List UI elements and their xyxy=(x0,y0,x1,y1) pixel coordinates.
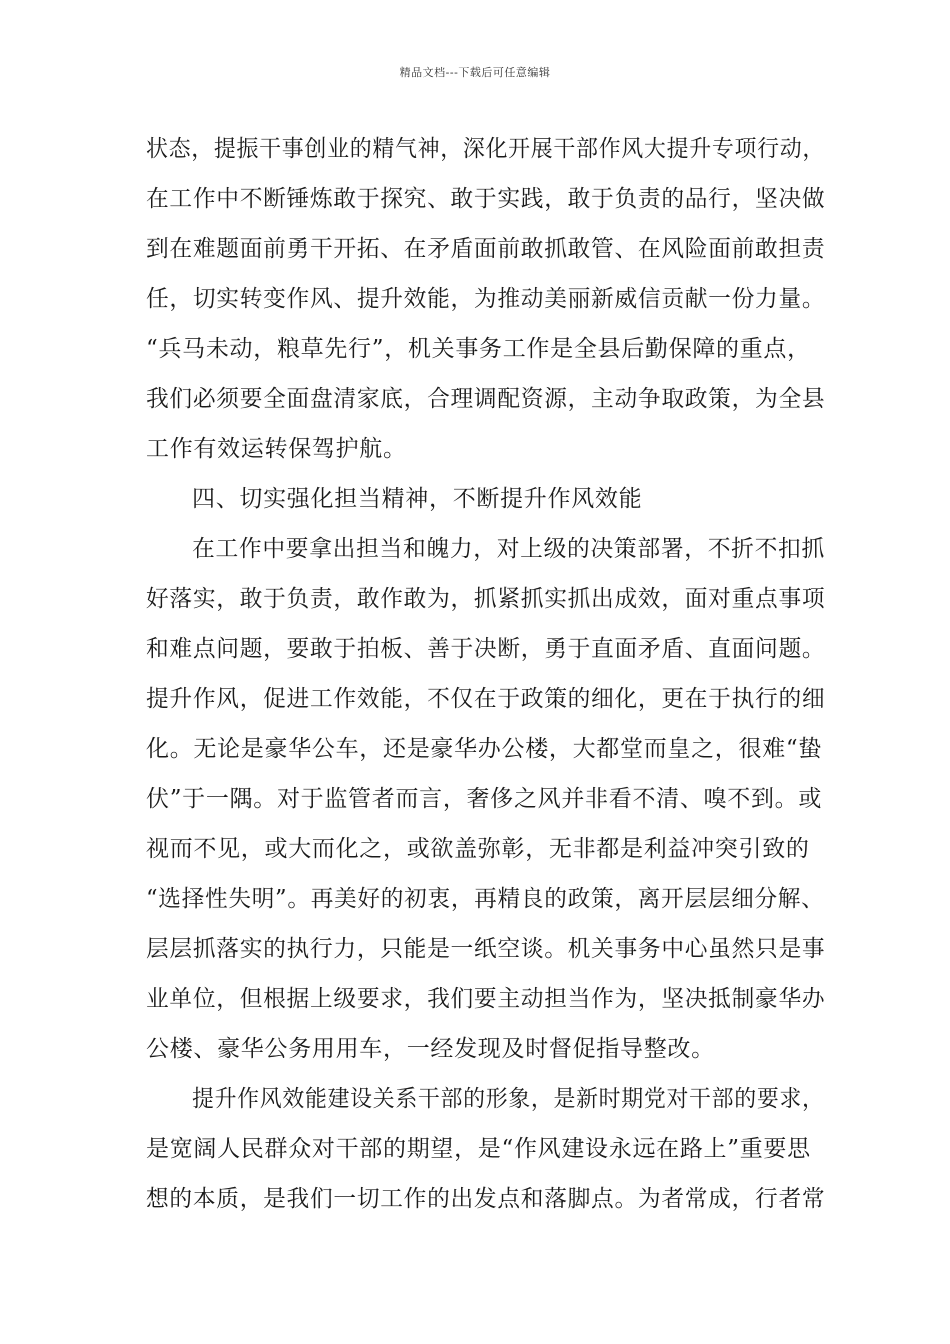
text-line-19: 公楼、豪华公务用用车，一经发现及时督促指导整改。 xyxy=(146,1036,715,1062)
text-line-2: 在工作中不断锤炼敢于探究、敢于实践，敢于负责的品行，坚决做 xyxy=(146,186,826,212)
text-line-4: 任，切实转变作风、提升效能，为推动美丽新威信贡献一份力量。 xyxy=(146,286,826,312)
text-line-14: 伏”于一隅。对于监管者而言，奢侈之风并非看不清、嗅不到。或 xyxy=(146,786,823,812)
text-line-13: 化。无论是豪华公车，还是豪华办公楼，大都堂而皇之，很难“蛰 xyxy=(146,736,823,762)
text-line-9: 在工作中要拿出担当和魄力，对上级的决策部署，不折不扣抓 xyxy=(192,536,825,562)
text-line-1: 状态，提振干事创业的精气神，深化开展干部作风大提升专项行动， xyxy=(146,136,825,162)
text-line-12: 提升作风，促进工作效能，不仅在于政策的细化，更在于执行的细 xyxy=(146,686,826,712)
text-line-15: 视而不见，或大而化之，或欲盖弥彰，无非都是利益冲突引致的 xyxy=(146,836,810,862)
text-line-22: 想的本质，是我们一切工作的出发点和落脚点。为者常成，行者常 xyxy=(146,1186,826,1212)
text-line-17: 层层抓落实的执行力，只能是一纸空谈。机关事务中心虽然只是事 xyxy=(146,936,826,962)
text-line-11: 和难点问题，要敢于拍板、善于决断，勇于直面矛盾、直面问题。 xyxy=(146,636,826,662)
text-line-16: “选择性失明”。再美好的初衷，再精良的政策，离开层层细分解、 xyxy=(146,886,825,912)
text-line-5: “兵马未动，粮草先行”，机关事务工作是全县后勤保障的重点， xyxy=(146,336,811,362)
text-line-7: 工作有效运转保驾护航。 xyxy=(146,436,407,462)
text-line-20: 提升作风效能建设关系干部的形象，是新时期党对干部的要求， xyxy=(192,1086,825,1112)
text-line-18: 业单位，但根据上级要求，我们要主动担当作为，坚决抵制豪华办 xyxy=(146,986,826,1012)
text-line-6: 我们必须要全面盘清家底，合理调配资源，主动争取政策，为全县 xyxy=(146,386,826,412)
page-header: 精品文档---下载后可任意编辑 xyxy=(399,66,551,79)
section-heading: 四、切实强化担当精神，不断提升作风效能 xyxy=(192,486,643,512)
text-line-10: 好落实，敢于负责，敢作敢为，抓紧抓实抓出成效，面对重点事项 xyxy=(146,586,826,612)
text-line-3: 到在难题面前勇干开拓、在矛盾面前敢抓敢管、在风险面前敢担责 xyxy=(146,236,826,262)
text-line-21: 是宽阔人民群众对干部的期望，是“作风建设永远在路上”重要思 xyxy=(146,1136,811,1162)
